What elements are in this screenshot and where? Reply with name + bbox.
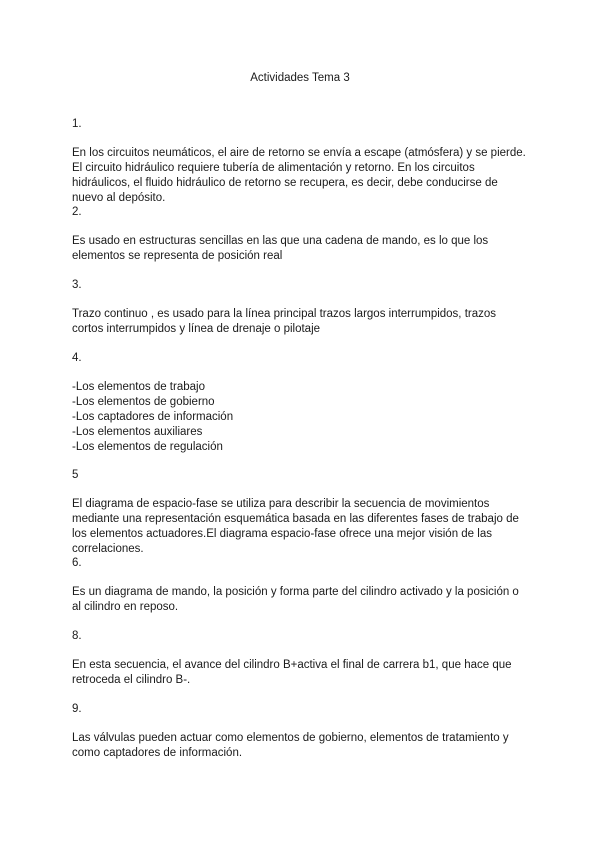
section-4-number — [72, 351, 528, 366]
section-3-answer — [72, 307, 528, 337]
document-title: Actividades Tema 3 — [250, 72, 350, 84]
section-5-answer — [72, 497, 528, 557]
section-number: 4. — [72, 352, 82, 364]
section-number: 6. — [72, 557, 82, 569]
answer-text: En esta secuencia, el avance del cilindro B+activa el final de carrera b1, que hace que retroceda el cilindro B-. — [72, 659, 512, 686]
section-number: 8. — [72, 630, 82, 642]
section-8-answer — [72, 658, 528, 688]
section-number: 9. — [72, 703, 82, 715]
section-6-answer — [72, 585, 528, 615]
section-9-number — [72, 702, 528, 717]
section-3-number — [72, 278, 528, 293]
section-8-number — [72, 629, 528, 644]
section-5-number — [72, 468, 528, 483]
answer-text: Trazo continuo , es usado para la línea principal trazos largos interrumpidos, trazos cortos interrumpidos y línea de drenaje o pilotaje — [72, 308, 497, 335]
section-6-number — [72, 556, 528, 571]
section-4-list — [72, 380, 528, 455]
list-item: -Los elementos de trabajo — [72, 381, 205, 393]
section-number: 2. — [72, 206, 82, 218]
section-number: 5 — [72, 469, 79, 481]
list-item: -Los elementos de regulación — [72, 441, 223, 453]
section-9-answer — [72, 731, 528, 761]
answer-text: El diagrama de espacio-fase se utiliza para describir la secuencia de movimientos mediante una representación esquemática basada en las diferentes fases de trabajo de los elementos actuadores.El diagrama espacio-fase ofrece una mejor visión de las correlaciones. — [72, 498, 519, 555]
section-1-answer — [72, 146, 528, 206]
section-2-number — [72, 205, 528, 220]
section-number: 3. — [72, 279, 82, 291]
list-item: -Los elementos auxiliares — [72, 426, 203, 438]
list-item: -Los captadores de información — [72, 411, 234, 423]
answer-text: Las válvulas pueden actuar como elementos de gobierno, elementos de tratamiento y como captadores de información. — [72, 732, 509, 759]
section-number: 1. — [72, 118, 82, 130]
answer-text: En los circuitos neumáticos, el aire de retorno se envía a escape (atmósfera) y se pierde. El circuito hidráulico requiere tubería de alimentación y retorno. En los circuitos hidráulicos, el fluido hidráulico de retorno se recupera, es decir, debe conducirse de nuevo al depósito. — [72, 147, 526, 204]
list-item: -Los elementos de gobierno — [72, 396, 215, 408]
answer-text: Es un diagrama de mando, la posición y forma parte del cilindro activado y la posición o al cilindro en reposo. — [72, 586, 519, 613]
answer-text: Es usado en estructuras sencillas en las que una cadena de mando, es lo que los elementos se representa de posición real — [72, 235, 489, 262]
section-1-number — [72, 117, 528, 132]
section-2-answer — [72, 234, 528, 264]
